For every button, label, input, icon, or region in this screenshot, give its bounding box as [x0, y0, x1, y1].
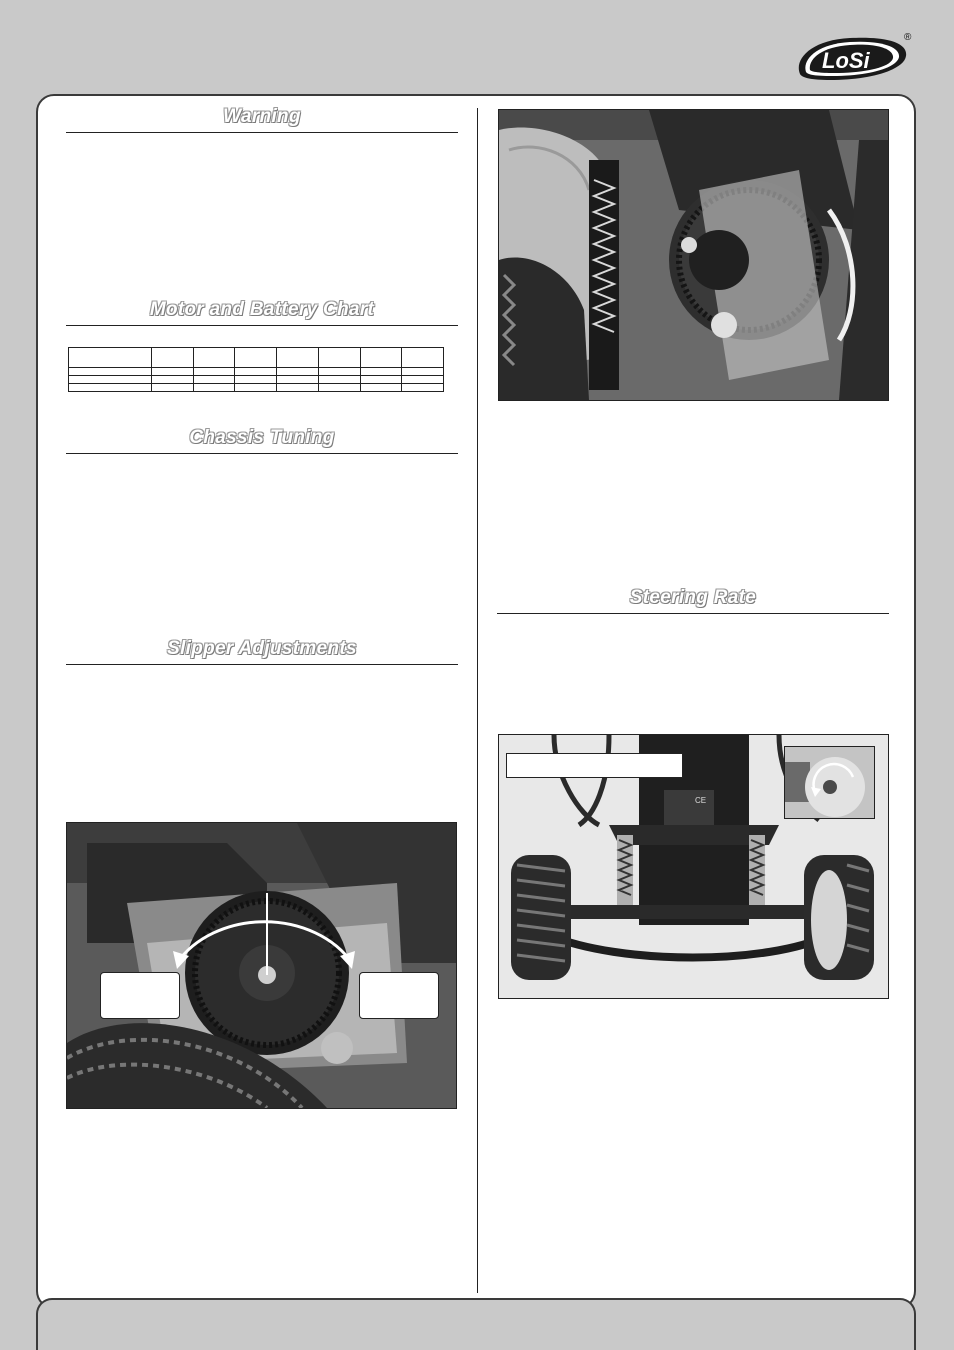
footer-band: [36, 1298, 916, 1350]
steering-rate-heading: Steering Rate: [629, 587, 757, 608]
table-header-row: [69, 348, 444, 368]
warning-rule: [66, 132, 458, 133]
chassis-tuning-rule: [66, 453, 458, 454]
motor-battery-chart-rule: [66, 325, 458, 326]
steering-inset-photo: [784, 746, 875, 819]
steering-rate-photo: [498, 734, 889, 999]
spur-gear-photo: [498, 109, 889, 401]
losi-logo-icon: [790, 30, 920, 85]
slipper-adjustments-heading: Slipper Adjustments: [167, 638, 357, 659]
table-row: [69, 384, 444, 392]
slipper-adjustments-rule: [66, 664, 458, 665]
motor-battery-chart-heading: Motor and Battery Chart: [149, 299, 375, 320]
slipper-adjustment-photo: [66, 822, 457, 1109]
table-row: [69, 376, 444, 384]
registered-mark: ®: [904, 32, 912, 43]
steering-rate-label-box: [506, 753, 683, 778]
svg-text:LoSi: LoSi: [822, 48, 870, 73]
chassis-tuning-heading: Chassis Tuning: [189, 427, 335, 448]
motor-battery-table: [68, 347, 444, 392]
svg-text:CE: CE: [695, 796, 707, 805]
steering-rate-rule: [497, 613, 889, 614]
table-row: [69, 368, 444, 376]
column-divider: [477, 108, 478, 1293]
slipper-left-callout: [100, 972, 180, 1019]
slipper-right-callout: [359, 972, 439, 1019]
warning-heading: Warning: [223, 106, 301, 127]
